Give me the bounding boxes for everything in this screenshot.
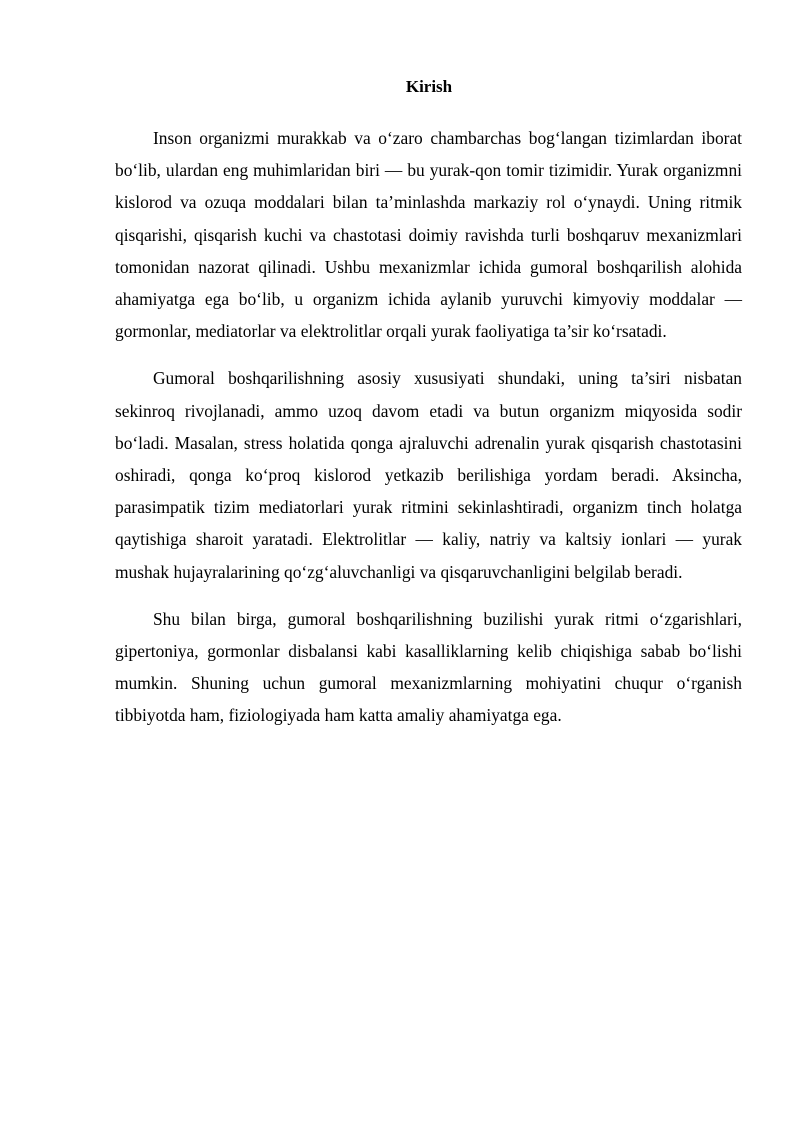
document-body xyxy=(115,122,742,747)
document-title: Kirish xyxy=(405,77,453,96)
paragraph-3: Shu bilan birga, gumoral boshqarilishning buzilishi yurak ritmi o‘zgarishlari, gipertoniya, gormonlar disbalansi kabi kasalliklarning kelib chiqishiga sabab bo‘lishi mumkin. Shuning uchun gumoral mexanizmlarning mohiyatini chuqur o‘rganish tibbiyotda ham, fiziologiyada ham katta amaliy ahamiyatga ega. xyxy=(115,608,742,726)
paragraph-2: Gumoral boshqarilishning asosiy xususiyati shundaki, uning ta’siri nisbatan sekinroq rivojlanadi, ammo uzoq davom etadi va butun organizm miqyosida sodir bo‘ladi. Masalan, stress holatida qonga ajraluvchi adrenalin yurak qisqarish chastotasini oshiradi, qonga ko‘proq kislorod yetkazib berilishiga yordam beradi. Aksincha, parasimpatik tizim mediatorlari yurak ritmini sekinlashtiradi, organizm tinch holatga qaytishiga sharoit yaratadi. Elektrolitlar — kaliy, natriy va kaltsiy ionlari — yurak mushak hujayralarining qo‘zg‘aluvchanligi va qisqaruvchanligini belgilab beradi. xyxy=(115,368,742,582)
paragraph-1: Inson organizmi murakkab va o‘zaro chambarchas bog‘langan tizimlardan iborat bo‘lib, ulardan eng muhimlaridan biri — bu yurak-qon tomir tizimidir. Yurak organizmni kislorod va ozuqa moddalari bilan ta’minlashda markaziy rol o‘ynaydi. Uning ritmik qisqarishi, qisqarish kuchi va chastotasi doimiy ravishda turli boshqaruv mexanizmlari tomonidan nazorat qilinadi. Ushbu mexanizmlar ichida gumoral boshqarilish alohida ahamiyatga ega bo‘lib, u organizm ichida aylanib yuruvchi kimyoviy moddalar — gormonlar, mediatorlar va elektrolitlar orqali yurak faoliyatiga ta’sir ko‘rsatadi. xyxy=(115,128,742,342)
